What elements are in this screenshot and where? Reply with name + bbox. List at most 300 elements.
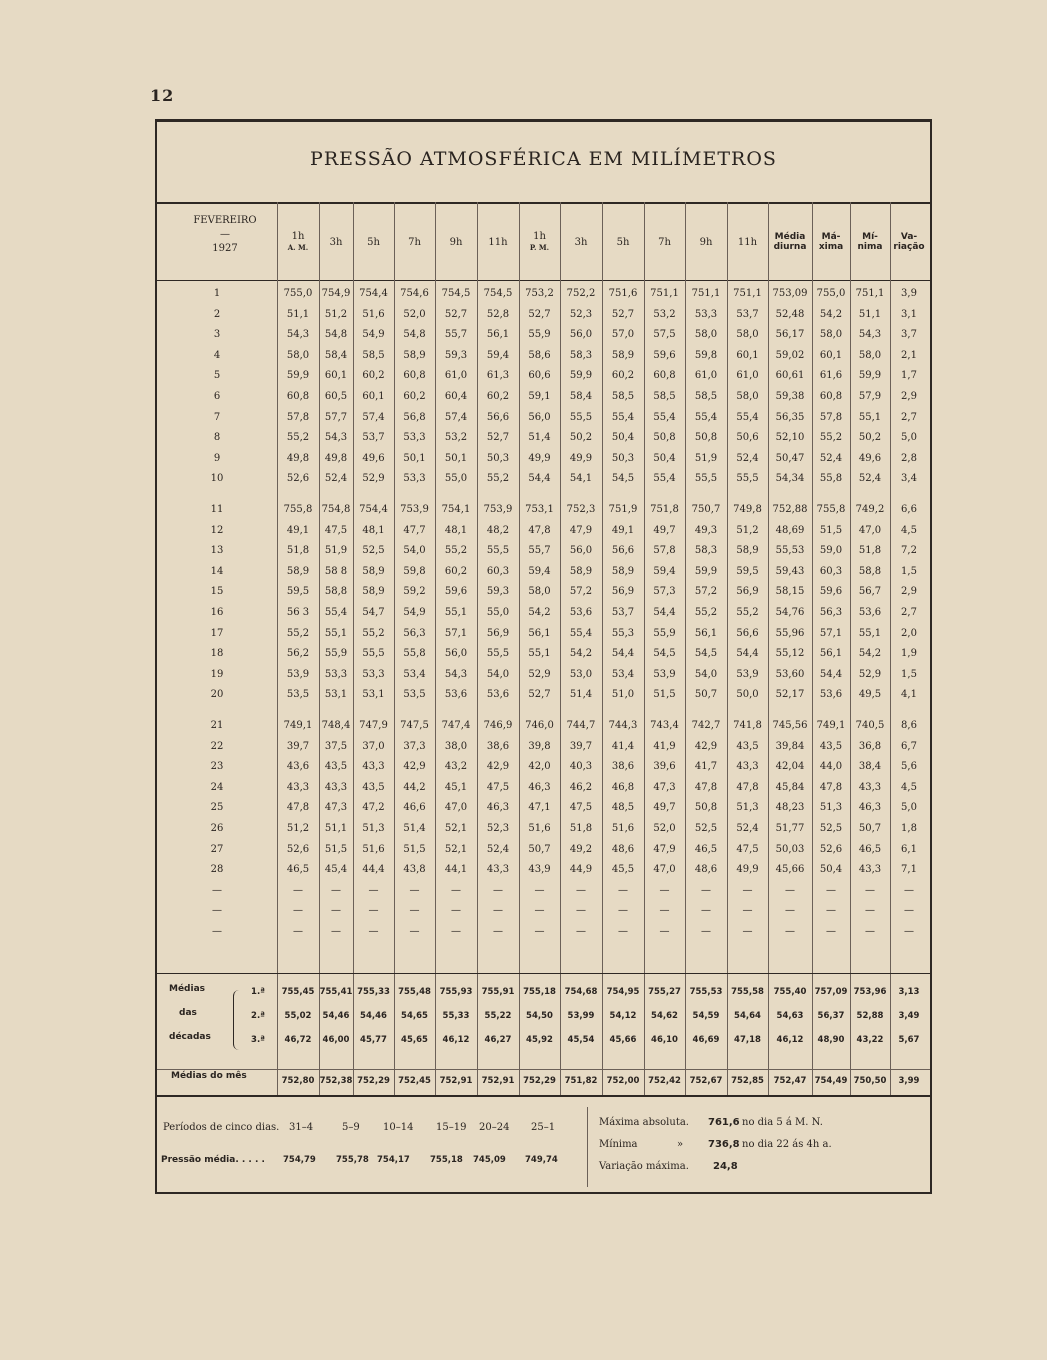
table-row — [157, 798, 930, 818]
value-cell: 37,0 — [362, 740, 385, 752]
value-cell: 48,6 — [694, 864, 718, 876]
value-cell: — — [659, 926, 670, 937]
value-cell: — — [826, 905, 836, 917]
value-cell: 52,7 — [611, 308, 635, 320]
table-row — [157, 624, 930, 644]
value-cell: 51,5 — [653, 689, 676, 701]
table-row — [157, 901, 930, 921]
value-cell: 52,9 — [528, 668, 551, 680]
value-cell: 59,6 — [653, 349, 676, 361]
value-cell: 58,6 — [528, 349, 551, 361]
value-cell: 53,2 — [653, 308, 676, 320]
value-cell: 52,5 — [362, 545, 385, 557]
value-cell: 45,1 — [444, 781, 468, 793]
value-cell: 56,1 — [528, 627, 551, 639]
value-cell: 46,3 — [486, 802, 510, 814]
value-cell: 53,3 — [362, 668, 385, 680]
value-cell: — — [534, 884, 545, 896]
table-row — [157, 366, 930, 386]
table-row — [157, 305, 930, 325]
value-cell: 54,4 — [736, 648, 759, 660]
value-cell: 47,8 — [819, 781, 843, 793]
value-cell: 59,9 — [569, 370, 593, 382]
value-cell: 43,3 — [286, 781, 310, 793]
table-row — [157, 449, 930, 469]
value-cell: 50,2 — [858, 432, 882, 444]
value-cell: 48,23 — [775, 802, 805, 814]
value-cell: 55,4 — [653, 411, 676, 423]
month-mean-cell: 752,91 — [439, 1076, 473, 1086]
value-cell: 57,0 — [611, 329, 635, 341]
value-cell: 7,1 — [901, 864, 917, 876]
value-cell: 60,8 — [286, 391, 310, 402]
value-cell: 1,9 — [901, 648, 917, 660]
value-cell: 59,9 — [694, 565, 718, 577]
day-cell: 21 — [210, 720, 224, 731]
value-cell: 51,1 — [324, 823, 348, 834]
value-cell: 55,1 — [858, 411, 882, 423]
value-cell: 52,9 — [362, 473, 385, 485]
value-cell: 43,3 — [362, 761, 385, 773]
value-cell: 51,6 — [528, 823, 551, 834]
value-cell: 55,3 — [611, 627, 635, 639]
value-cell: 41,9 — [653, 740, 676, 752]
period-label: 5–9 — [342, 1122, 360, 1133]
decade-mean-cell: 53,99 — [567, 1011, 595, 1021]
decade-mean-cell: 55,22 — [484, 1011, 512, 1021]
decade-mean-cell: 45,65 — [401, 1035, 428, 1045]
col-header-3 — [353, 204, 394, 280]
table-row — [157, 737, 930, 757]
col-header-hour: 3h — [574, 236, 588, 248]
value-cell: 61,0 — [444, 370, 468, 382]
value-cell: 58,9 — [569, 565, 593, 577]
day-cell: 14 — [210, 565, 224, 577]
value-cell: 58,5 — [653, 391, 676, 402]
value-cell: 54,3 — [858, 329, 882, 341]
value-cell: 52,1 — [444, 823, 468, 834]
value-cell: 51,4 — [528, 432, 551, 444]
table-row — [157, 582, 930, 602]
value-cell: 1,5 — [901, 668, 917, 680]
value-cell: 43,5 — [819, 740, 843, 752]
day-cell: — — [212, 926, 222, 937]
value-cell: 49,6 — [362, 452, 385, 464]
value-cell: 52,4 — [486, 843, 510, 855]
decade-mean-cell: 54,64 — [734, 1011, 761, 1021]
value-cell: 50,4 — [653, 452, 676, 464]
col-header-4 — [394, 204, 435, 280]
day-cell: 26 — [210, 823, 224, 834]
value-cell: — — [576, 926, 586, 937]
value-cell: 50,2 — [569, 432, 593, 444]
decade-mean-cell: 755,41 — [319, 987, 353, 997]
value-cell: 54,5 — [694, 648, 718, 660]
value-cell: 46,3 — [858, 802, 882, 814]
value-cell: 52,3 — [486, 823, 510, 834]
table-row — [157, 685, 930, 705]
value-cell: 48,5 — [611, 802, 635, 814]
value-cell: 748,4 — [321, 720, 351, 731]
table-row — [157, 284, 930, 304]
period-label: 10–14 — [383, 1122, 414, 1133]
value-cell: 53,4 — [611, 668, 635, 680]
value-cell: 54,4 — [819, 668, 843, 680]
col-header-12 — [727, 204, 768, 280]
value-cell: 5,0 — [901, 802, 917, 814]
value-cell: 754,5 — [441, 288, 471, 299]
value-cell: 39,8 — [528, 740, 551, 752]
value-cell: 47,1 — [528, 802, 551, 814]
value-cell: 751,1 — [855, 288, 885, 299]
period-pressure: 754,79 — [283, 1155, 316, 1165]
value-cell: — — [659, 884, 670, 896]
month-dash: — — [220, 229, 230, 240]
value-cell: 51,1 — [286, 308, 310, 320]
value-cell: 50,47 — [775, 452, 805, 464]
value-cell: — — [865, 884, 875, 896]
value-cell: 52,7 — [528, 308, 551, 320]
value-cell: — — [904, 905, 914, 917]
value-cell: 55,2 — [286, 432, 310, 444]
day-cell: 12 — [210, 524, 224, 536]
value-cell: 749,1 — [283, 720, 313, 731]
decade-mean-cell: 46,00 — [322, 1035, 350, 1045]
value-cell: 50,03 — [775, 843, 805, 855]
value-cell: 53,7 — [611, 607, 635, 618]
value-cell: 50,6 — [736, 432, 759, 444]
value-cell: 43,3 — [736, 761, 759, 773]
value-cell: 51,8 — [858, 545, 882, 557]
value-cell: — — [493, 926, 503, 937]
value-cell: 56,6 — [486, 411, 510, 423]
col-header-hour: 7h — [408, 236, 421, 248]
value-cell: 746,0 — [525, 720, 554, 731]
value-cell: 55,2 — [362, 627, 385, 639]
value-cell: 50,0 — [736, 689, 759, 701]
value-cell: 56,9 — [736, 586, 759, 598]
value-cell: 47,8 — [286, 802, 310, 814]
value-cell: 60,1 — [736, 349, 759, 361]
day-cell: 20 — [210, 689, 224, 701]
value-cell: 54,2 — [569, 648, 593, 660]
value-cell: 56,9 — [486, 627, 510, 639]
value-cell: 53,7 — [736, 308, 759, 320]
col-header-hour: 1h — [533, 231, 546, 242]
value-cell: 53,6 — [858, 607, 882, 618]
decade-mean-cell: 54,50 — [526, 1011, 553, 1021]
table-row — [157, 716, 930, 736]
decade-mean-cell: 54,62 — [651, 1011, 678, 1021]
value-cell: 58,0 — [694, 329, 718, 341]
value-cell: 60,8 — [403, 370, 426, 382]
value-cell: — — [826, 926, 836, 937]
day-cell: 4 — [213, 349, 221, 361]
value-cell: 38,6 — [611, 761, 635, 773]
value-cell: 55,1 — [528, 648, 551, 660]
value-cell: 54,2 — [819, 308, 843, 320]
value-cell: 53,1 — [324, 689, 348, 701]
col-header-10 — [644, 204, 685, 280]
value-cell: 42,04 — [775, 761, 805, 773]
table-row — [157, 428, 930, 448]
value-cell: 51,2 — [324, 308, 348, 320]
table-bottom-rule — [157, 1095, 930, 1097]
decade-mean-row — [157, 982, 930, 1002]
col-header-maxima-line: Má- — [821, 232, 841, 242]
value-cell: 39,7 — [286, 740, 310, 752]
value-cell: 44,2 — [403, 781, 426, 793]
table-row — [157, 665, 930, 685]
month-mean-cell: 752,38 — [319, 1076, 353, 1086]
value-cell: 46,5 — [858, 843, 882, 855]
value-cell: 754,8 — [321, 504, 351, 515]
value-cell: 58,0 — [858, 349, 882, 361]
max-abs-label: Máxima absoluta. — [599, 1117, 689, 1128]
month-mean-cell: 752,42 — [648, 1076, 681, 1086]
value-cell: 58,0 — [528, 586, 551, 598]
day-cell: 22 — [210, 740, 224, 752]
value-cell: 42,9 — [486, 761, 510, 773]
day-cell: 27 — [210, 843, 224, 855]
value-cell: 47,5 — [736, 843, 759, 855]
value-cell: — — [785, 926, 795, 937]
value-cell: 59,4 — [653, 565, 676, 577]
decade-mean-cell: 755,48 — [398, 987, 431, 997]
value-cell: 59,5 — [286, 586, 310, 598]
value-cell: 54,8 — [324, 329, 348, 341]
var-max-label: Variação máxima. — [599, 1161, 689, 1172]
value-cell: 51,6 — [362, 843, 385, 855]
month-mean-cell: 752,80 — [281, 1076, 315, 1086]
col-header-media-line: Média — [774, 232, 806, 242]
month-mean-cell: 750,50 — [853, 1076, 887, 1086]
col-header-hour: 11h — [737, 236, 758, 248]
value-cell: 2,9 — [901, 586, 917, 598]
value-cell: 1,8 — [901, 823, 917, 834]
value-cell: 753,9 — [483, 504, 513, 515]
value-cell: 51,2 — [736, 524, 759, 536]
value-cell: 50,8 — [694, 432, 718, 444]
decade-mean-cell: 755,40 — [773, 987, 807, 997]
col-header-hour: 1h — [291, 231, 305, 242]
decade-label-decadas: décadas — [169, 1032, 211, 1042]
value-cell: 46,5 — [694, 843, 718, 855]
value-cell: 51,4 — [569, 689, 593, 701]
month-mean-label: Médias do mês — [171, 1071, 247, 1081]
decade-mean-cell: 46,12 — [776, 1035, 804, 1045]
table-row — [157, 387, 930, 407]
value-cell: 52,10 — [775, 432, 805, 444]
value-cell: 43,2 — [444, 761, 468, 773]
value-cell: 43,3 — [486, 864, 510, 876]
value-cell: 49,9 — [569, 452, 593, 464]
value-cell: 55,2 — [819, 432, 843, 444]
value-cell: 6,7 — [901, 740, 917, 752]
value-cell: 47,7 — [403, 524, 426, 536]
value-cell: 51,8 — [569, 823, 593, 834]
table-row — [157, 408, 930, 428]
value-cell: 47,0 — [858, 524, 882, 536]
value-cell: 57,5 — [653, 329, 676, 341]
value-cell: 747,4 — [441, 720, 471, 731]
value-cell: — — [368, 926, 379, 937]
value-cell: 56,0 — [569, 329, 593, 341]
value-cell: 57,2 — [694, 586, 718, 598]
value-cell: 53,60 — [775, 668, 805, 680]
value-cell: 5,0 — [901, 432, 917, 444]
value-cell: 50,8 — [653, 432, 676, 444]
table-row — [157, 500, 930, 520]
col-header-6 — [477, 204, 519, 280]
col-header-hour: 11h — [488, 236, 508, 248]
value-cell: 52,6 — [286, 473, 310, 485]
value-cell: 52,48 — [775, 308, 805, 320]
decade-mean-cell: 755,91 — [481, 987, 515, 997]
value-cell: 59,9 — [858, 370, 882, 382]
value-cell: 55,4 — [611, 411, 635, 423]
value-cell: 48,1 — [362, 524, 385, 536]
col-header-hour: 5h — [367, 236, 380, 248]
value-cell: 54,4 — [528, 473, 551, 485]
value-cell: 48,2 — [486, 524, 510, 536]
decade-mean-cell: 48,90 — [817, 1035, 845, 1045]
value-cell: 58,9 — [403, 349, 426, 361]
value-cell: 50,7 — [528, 843, 551, 855]
value-cell: 751,8 — [650, 504, 679, 515]
value-cell: 740,5 — [855, 720, 885, 731]
value-cell: — — [534, 905, 545, 917]
month-mean-cell: 752,29 — [357, 1076, 390, 1086]
decade-mean-cell: 47,18 — [734, 1035, 761, 1045]
value-cell: 46,8 — [611, 781, 635, 793]
value-cell: 61,3 — [486, 370, 510, 382]
value-cell: — — [293, 905, 303, 917]
month-mean-cell: 752,29 — [523, 1076, 556, 1086]
value-cell: 749,8 — [733, 504, 762, 515]
value-cell: 51,77 — [775, 823, 805, 834]
value-cell: 56,1 — [486, 329, 510, 341]
table-row — [157, 521, 930, 541]
value-cell: 53,9 — [653, 668, 676, 680]
col-header-minima — [850, 204, 890, 280]
decade-mean-cell: 45,77 — [360, 1035, 387, 1045]
value-cell: — — [331, 926, 341, 937]
value-cell: 58,8 — [858, 565, 882, 577]
value-cell: 53,9 — [736, 668, 759, 680]
value-cell: 56,6 — [611, 545, 635, 557]
value-cell: 50,4 — [819, 864, 843, 876]
value-cell: — — [904, 926, 914, 937]
value-cell: 54,5 — [653, 648, 676, 660]
decade-mean-row — [157, 1006, 930, 1026]
table-row — [157, 346, 930, 366]
decade-mean-cell: 755,27 — [648, 987, 681, 997]
value-cell: 59,9 — [286, 370, 310, 382]
value-cell: 59,3 — [486, 586, 510, 598]
value-cell: 47,5 — [569, 802, 593, 814]
value-cell: 53,9 — [286, 668, 310, 680]
value-cell: 52,1 — [444, 843, 468, 855]
value-cell: 53,3 — [324, 668, 348, 680]
value-cell: 47,3 — [653, 781, 676, 793]
table-row — [157, 840, 930, 860]
value-cell: 39,7 — [569, 740, 593, 752]
value-cell: 53,3 — [403, 473, 426, 485]
value-cell: — — [618, 884, 628, 896]
decade-mean-cell: 54,59 — [692, 1011, 720, 1021]
decade-mean-cell: 52,88 — [856, 1011, 884, 1021]
value-cell: — — [576, 884, 586, 896]
col-header-hour: 9h — [699, 236, 713, 248]
col-header-variacao-line: Va- — [900, 232, 918, 242]
value-cell: 749,1 — [816, 720, 846, 731]
value-cell: 54,9 — [362, 329, 385, 341]
day-cell: 10 — [210, 473, 224, 485]
value-cell: 42,9 — [694, 740, 718, 752]
value-cell: 747,5 — [400, 720, 429, 731]
value-cell: 53,6 — [486, 689, 510, 701]
value-cell: 61,0 — [736, 370, 759, 382]
col-header-media — [768, 204, 812, 280]
value-cell: — — [742, 926, 753, 937]
value-cell: 58,9 — [611, 349, 635, 361]
value-cell: — — [534, 926, 545, 937]
value-cell: 54,3 — [286, 329, 310, 341]
value-cell: 55,1 — [444, 607, 468, 618]
value-cell: 51,2 — [286, 823, 310, 834]
period-label: 20–24 — [479, 1122, 510, 1133]
value-cell: 59,38 — [775, 391, 805, 402]
period-pressure: 749,74 — [525, 1155, 558, 1165]
value-cell: — — [904, 884, 914, 896]
day-cell: 25 — [210, 802, 224, 814]
value-cell: 3,4 — [901, 473, 917, 485]
value-cell: 743,4 — [650, 720, 679, 731]
value-cell: 60,61 — [775, 370, 805, 382]
value-cell: 56,7 — [858, 586, 882, 598]
value-cell: 48,69 — [775, 524, 805, 536]
value-cell: 55,7 — [528, 545, 551, 557]
decade-mean-cell: 755,45 — [281, 987, 315, 997]
value-cell: 754,1 — [441, 504, 471, 515]
value-cell: 754,4 — [359, 504, 388, 515]
value-cell: 52,6 — [286, 843, 310, 855]
day-cell: 9 — [213, 452, 221, 464]
value-cell: 56,3 — [403, 627, 426, 639]
value-cell: 44,0 — [819, 761, 843, 773]
value-cell: 49,9 — [736, 864, 759, 876]
value-cell: 755,8 — [283, 504, 313, 515]
value-cell: — — [742, 884, 753, 896]
value-cell: 745,56 — [772, 720, 808, 731]
value-cell: 49,6 — [858, 452, 882, 464]
value-cell: 4,1 — [901, 689, 917, 701]
value-cell: 58,5 — [694, 391, 718, 402]
value-cell: 56,8 — [403, 411, 426, 423]
value-cell: 746,9 — [483, 720, 513, 731]
value-cell: 59,1 — [528, 391, 551, 402]
value-cell: 55,1 — [324, 627, 348, 639]
decade-mean-cell: 754,68 — [564, 987, 598, 997]
day-cell: 5 — [213, 370, 221, 382]
col-header-hour: 5h — [616, 236, 630, 248]
decade-mean-cell: 3,13 — [898, 987, 920, 997]
value-cell: 57,1 — [819, 627, 843, 639]
decade-mean-cell: 54,63 — [776, 1011, 804, 1021]
pressure-table-frame — [155, 119, 932, 1194]
value-cell: 57,9 — [858, 391, 882, 402]
